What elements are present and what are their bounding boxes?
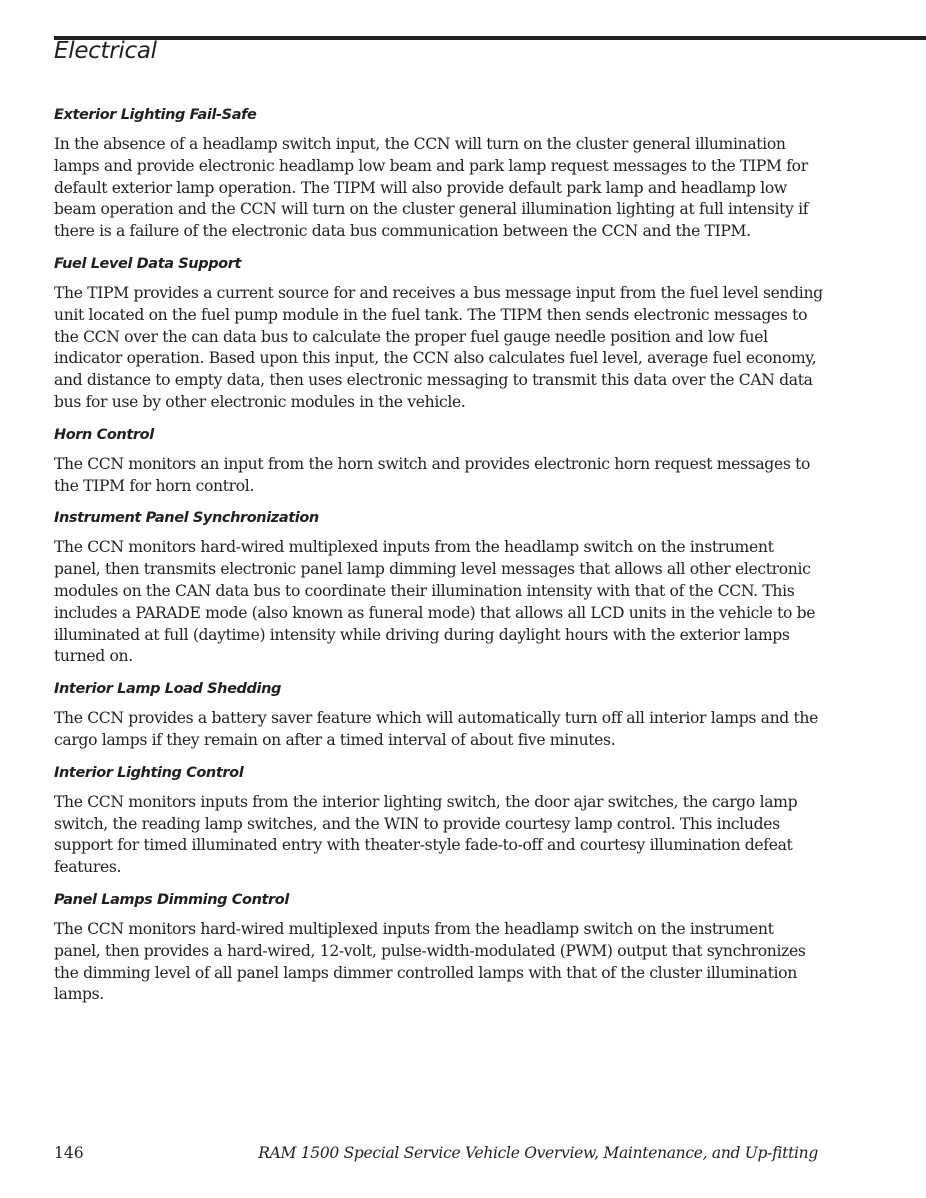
section-body: The TIPM provides a current source for and receives a bus message input from the fuel level sending unit located on the fuel pump module in the fuel tank. The TIPM then sends electronic messages to the CCN over the can data bus to calculate the proper fuel gauge needle position and low fuel indicator operation. Based upon this input, the CCN also calculates fuel level, average fuel economy, and distance to empty data, then uses electronic messaging to transmit this data over the CAN data bus for use by other electronic modules in the vehicle. xyxy=(54,283,823,411)
section-body: The CCN monitors an input from the horn switch and provides electronic horn request messages to the TIPM for horn control. xyxy=(54,454,811,495)
section-interior-lamp-load-shedding xyxy=(54,678,824,752)
section-heading: Interior Lamp Load Shedding xyxy=(54,681,281,698)
section-fuel-level-data-support xyxy=(54,253,824,414)
section-instrument-panel-synchronization xyxy=(54,507,824,668)
section-body: In the absence of a headlamp switch input, the CCN will turn on the cluster general illumination lamps and provide electronic headlamp low beam and park lamp request messages to the TIPM for default exterior lamp operation. The TIPM will also provide default park lamp and headlamp low beam operation and the CCN will turn on the cluster general illumination lighting at full intensity if there is a failure of the electronic data bus communication between the CCN and the TIPM. xyxy=(54,135,809,241)
section-heading: Exterior Lighting Fail-Safe xyxy=(54,107,257,123)
section-exterior-lighting-fail-safe xyxy=(54,104,824,243)
page-content xyxy=(54,104,824,1016)
section-heading: Horn Control xyxy=(54,426,154,443)
header-rule xyxy=(54,36,926,40)
section-interior-lighting-control xyxy=(54,762,824,879)
section-horn-control xyxy=(54,424,824,498)
section-heading: Panel Lamps Dimming Control xyxy=(54,891,289,908)
section-heading: Instrument Panel Synchronization xyxy=(54,510,319,527)
section-heading: Fuel Level Data Support xyxy=(54,255,242,272)
page-number: 146 xyxy=(54,1144,84,1162)
section-heading: Interior Lighting Control xyxy=(54,764,244,781)
document-title: RAM 1500 Special Service Vehicle Overview, Maintenance, and Up-fitting xyxy=(258,1144,818,1162)
section-body: The CCN monitors hard-wired multiplexed inputs from the headlamp switch on the instrument panel, then transmits electronic panel lamp dimming level messages that allows all other electronic modules on the CAN data bus to coordinate their illumination intensity with that of the CCN. This includes a PARADE mode (also known as funeral mode) that allows all LCD units in the vehicle to be illuminated at full (daytime) intensity while driving during daylight hours with the exterior lamps turned on. xyxy=(54,538,816,666)
section-body: The CCN monitors hard-wired multiplexed inputs from the headlamp switch on the instrument panel, then provides a hard-wired, 12-volt, pulse-width-modulated (PWM) output that synchronizes the dimming level of all panel lamps dimmer controlled lamps with that of the cluster illumination lamps. xyxy=(54,919,806,1004)
section-body: The CCN provides a battery saver feature which will automatically turn off all interior lamps and the cargo lamps if they remain on after a timed interval of about five minutes. xyxy=(54,709,818,749)
section-body: The CCN monitors inputs from the interior lighting switch, the door ajar switches, the cargo lamp switch, the reading lamp switches, and the WIN to provide courtesy lamp control. This includes support for timed illuminated entry with theater-style fade-to-off and courtesy illumination defeat features. xyxy=(54,792,798,877)
chapter-title: Electrical xyxy=(54,38,157,64)
section-panel-lamps-dimming-control xyxy=(54,889,824,1006)
